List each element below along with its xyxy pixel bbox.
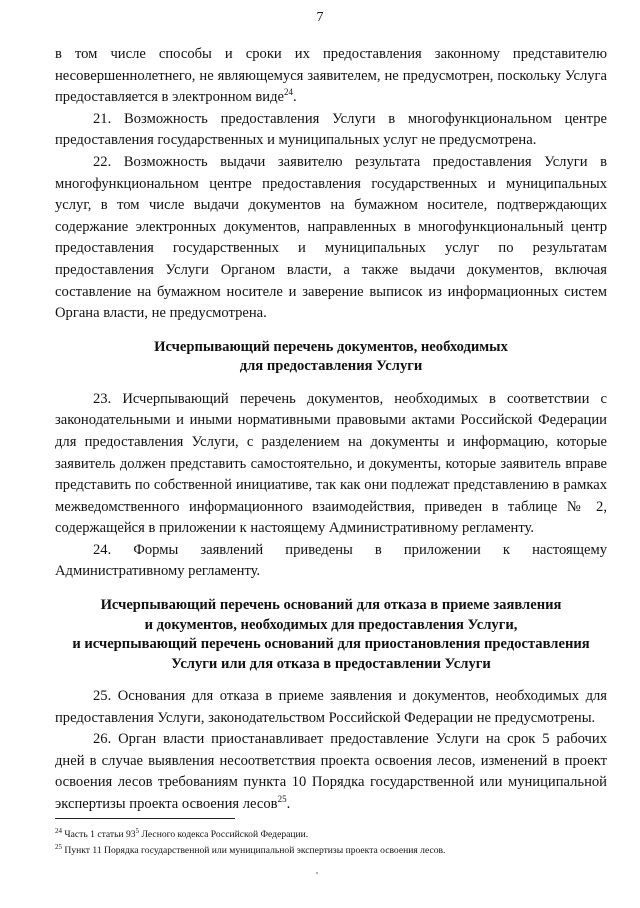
heading-line: Услуги или для отказа в предоставлении Услуги xyxy=(171,655,491,672)
paragraph-21: 21. Возможность предоставления Услуги в многофункциональном центре предоставления государственных и муниципальных услуг не предусмотрена. xyxy=(55,110,607,149)
footnote-ref-25: 25 xyxy=(277,794,287,805)
page-number: 7 xyxy=(316,10,324,25)
footnote-text: Часть 1 статьи 93 xyxy=(64,829,136,841)
footnote-24 xyxy=(55,825,607,841)
document-body xyxy=(55,44,607,816)
paragraph-23: 23. Исчерпывающий перечень документов, необходимых в соответствии с законодательными и иными нормативными правовыми актами Российской Федерации для предоставления Услуги, с разделением на документы и информацию, которые заявитель должен представить самостоятельно, и документы, которые заявитель вправе представить по собственной инициативе, так как они подлежат представлению в рамках межведомственного информационного взаимодействия, приведен в таблице № 2, содержащейся в приложении к настоящему Административному регламенту. xyxy=(55,390,607,537)
paragraph-22: 22. Возможность выдачи заявителю результата предоставления Услуги в многофункциональном центре предоставления государственных и муниципальных услуг, в том числе выдачи документов на бумажном носителе, подтверждающих содержание электронных документов, направленных в многофункциональный центр предоставления государственных и муниципальных услуг по результатам предоставления Услуги Органом власти, а также выдачи документов, включая составление на бумажном носителе и заверение выписок из информационных систем Органа власти, не предусмотрена. xyxy=(55,153,607,322)
footnote-text-after: Лесного кодекса Российской Федерации. xyxy=(139,829,309,841)
footnote-25 xyxy=(55,841,607,857)
section-heading-refusal-grounds xyxy=(55,596,607,674)
heading-line: и исчерпывающий перечень оснований для приостановления предоставления xyxy=(72,636,590,653)
footnote-number: 25 xyxy=(55,843,62,852)
heading-line: и документов, необходимых для предоставления Услуги, xyxy=(144,616,518,633)
paragraph-tail: . xyxy=(293,89,297,106)
paragraph-25: 25. Основания для отказа в приеме заявления и документов, необходимых для предоставления Услуги, законодательством Российской Федерации не предусмотрены. xyxy=(55,688,607,726)
paragraph-20-continuation xyxy=(55,44,607,109)
footnote-ref-24: 24 xyxy=(284,87,294,98)
paragraph-text: в том числе способы и сроки их предоставления законному представителю несовершеннолетнего, не являющемуся заявителем, не предусмотрен, поскольку Услуга предоставляется в электронном виде xyxy=(55,46,607,106)
footnote-divider xyxy=(55,818,235,819)
footnote-number: 24 xyxy=(55,827,62,835)
heading-line: Исчерпывающий перечень оснований для отказа в приеме заявления xyxy=(100,597,562,614)
paragraph-text: 26. Орган власти приостанавливает предоставление Услуги на срок 5 рабочих дней в случае выявления несоответствия проекта освоения лесов, изменений в проект освоения лесов требованиям пункта 10 Порядка государственной или муниципальной экспертизы проекта освоения лесов xyxy=(55,731,607,813)
scan-speck xyxy=(316,872,318,874)
paragraph-26 xyxy=(55,729,607,815)
section-heading-documents xyxy=(55,338,607,377)
paragraph-tail: . xyxy=(286,796,291,813)
footnotes xyxy=(55,818,607,857)
footnote-text: Пункт 11 Порядка государственной или муниципальной экспертизы проекта освоения лесов. xyxy=(64,845,446,857)
heading-line: для предоставления Услуги xyxy=(239,358,423,375)
paragraph-24: 24. Формы заявлений приведены в приложении к настоящему Административному регламенту. xyxy=(55,541,607,580)
footnote-superscript: 5 xyxy=(135,827,140,835)
heading-line: Исчерпывающий перечень документов, необходимых xyxy=(154,338,508,355)
